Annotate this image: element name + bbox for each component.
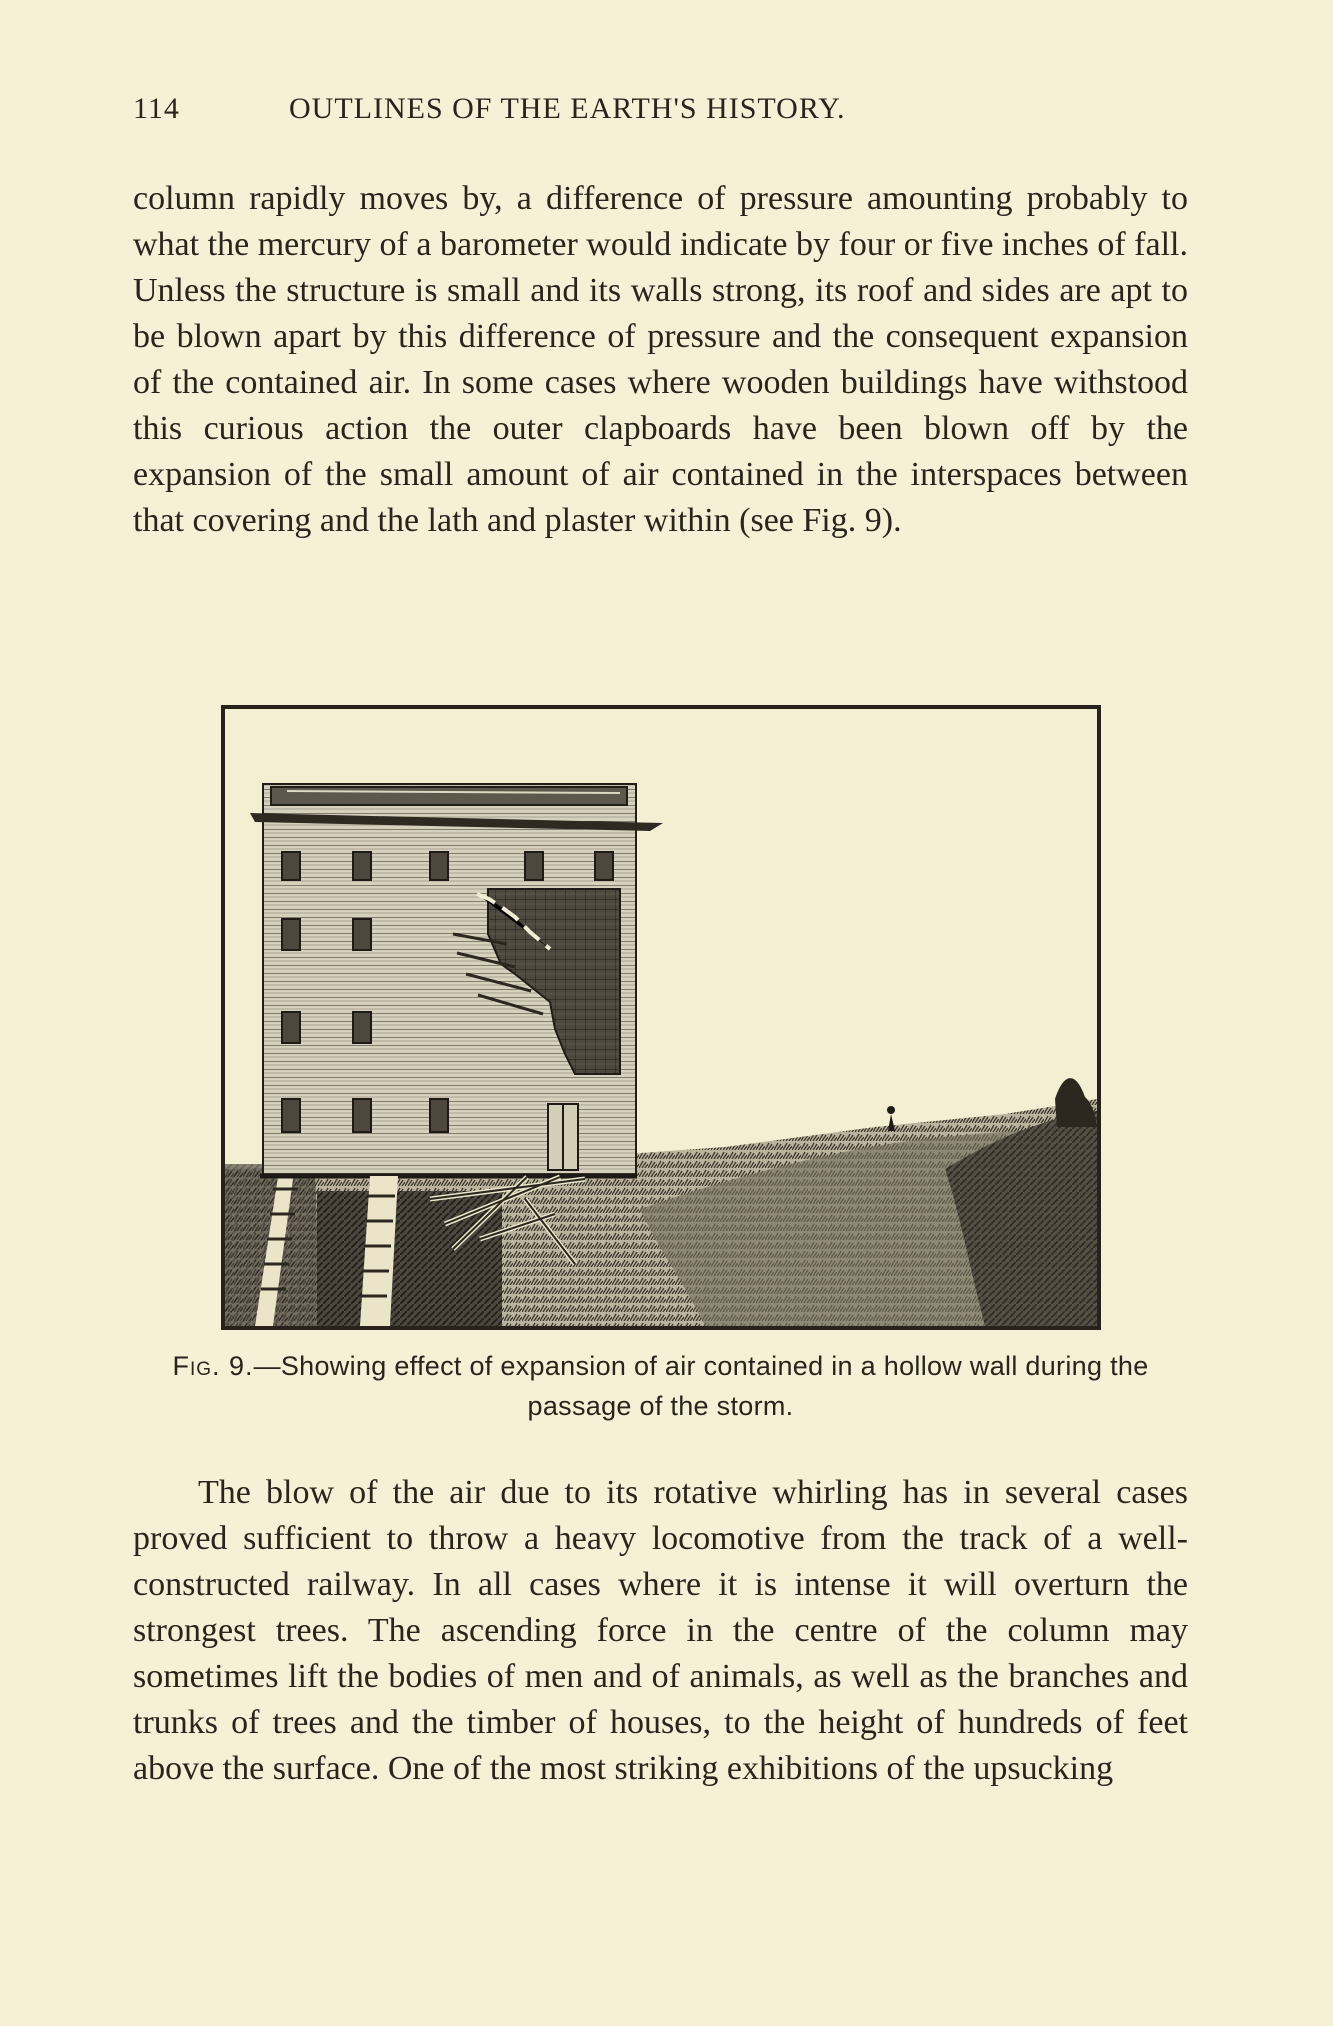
page-number: 114 bbox=[133, 92, 180, 125]
page-header bbox=[133, 92, 1183, 138]
body-paragraph-2: The blow of the air due to its rotative whirling has in several cases proved sufficient to throw a heavy locomotive from the track of a well-constructed railway. In all cases where it is intense it will overturn the strongest trees. The ascending force in the centre of the column may sometimes lift the bodies of men and of animals, as well as the branches and trunks of trees and the timber of houses, to the height of hundreds of feet above the surface. One of the most striking exhibitions of the upsucking bbox=[133, 1474, 1188, 1787]
figure-caption-text: —Showing effect of expansion of air contained in a hollow wall during the passage of the storm. bbox=[253, 1351, 1149, 1421]
wooden-mill-building bbox=[250, 784, 663, 1176]
figure-caption-label: Fig. 9. bbox=[172, 1351, 254, 1381]
figure-9-illustration bbox=[221, 705, 1101, 1330]
damaged-building-engraving bbox=[225, 709, 1097, 1326]
running-title: OUTLINES OF THE EARTH'S HISTORY. bbox=[289, 92, 846, 125]
figure-caption bbox=[133, 1346, 1188, 1426]
body-paragraph-1: column rapidly moves by, a difference of pressure amounting probably to what the mercury of a barometer would indicate by four or five inches of fall. Unless the structure is small and its walls strong, its roof and sides are apt to be blown apart by this difference of pressure and the consequent expansion of the contained air. In some cases where wooden buildings have withstood this curious action the outer clapboards have been blown off by the expansion of the small amount of air contained in the interspaces between that covering and the lath and plaster within (see Fig. 9). bbox=[133, 180, 1188, 539]
